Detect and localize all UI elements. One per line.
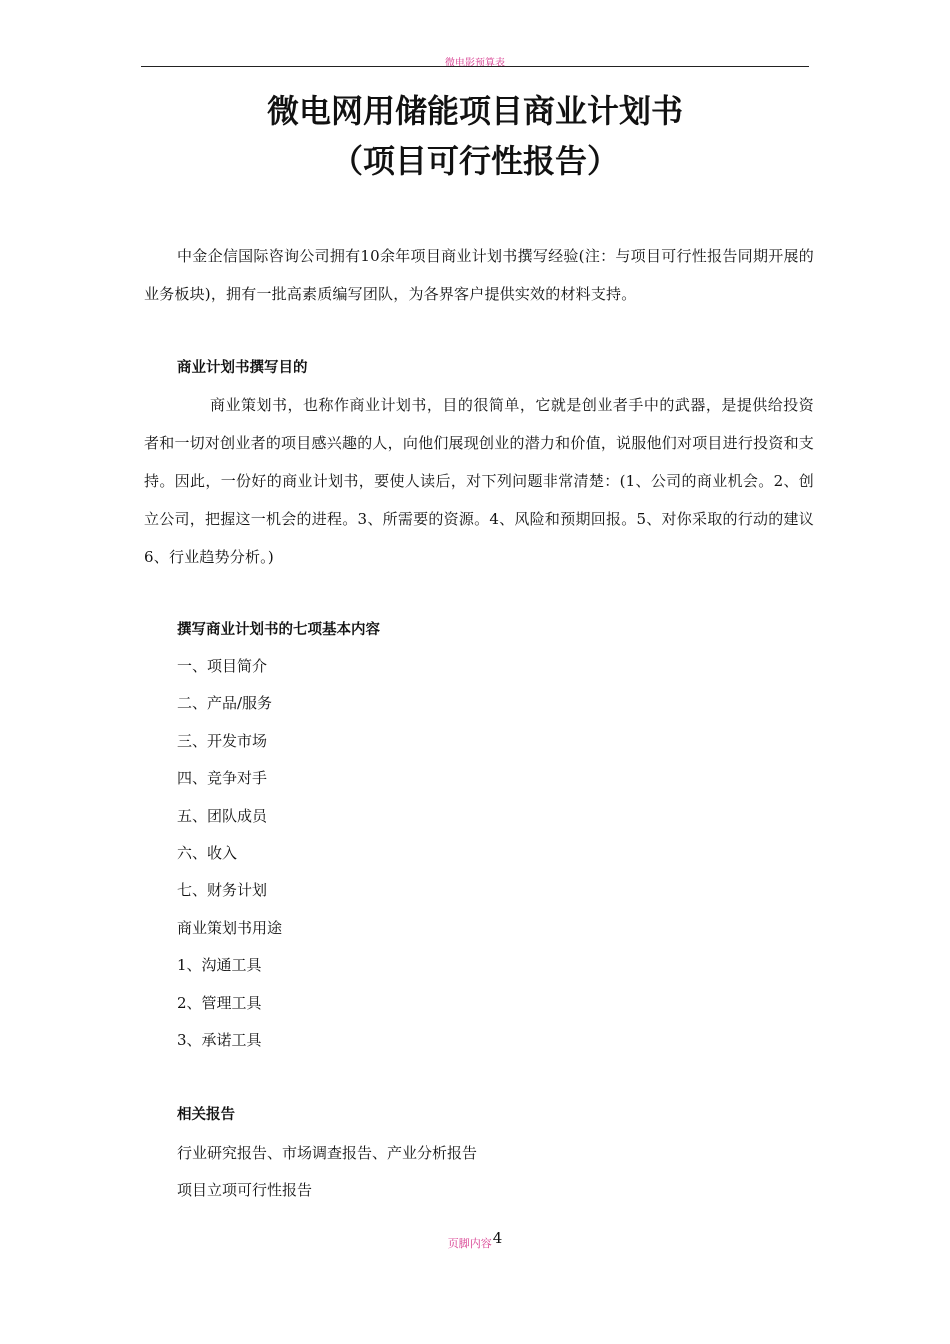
page-header-text: 微电影预算表	[445, 58, 505, 69]
list-item: 商业策划书用途	[177, 918, 283, 937]
document-title: 微电网用储能项目商业计划书	[266, 92, 683, 130]
list-item: 行业研究报告、市场调查报告、产业分析报告	[177, 1144, 478, 1162]
intro-paragraph: 中金企信国际咨询公司拥有10余年项目商业计划书撰写经验(注：与项目可行性报告同期开展的业务板块)，拥有一批高素质编写团队，为各界客户提供实效的材料支持。	[144, 247, 814, 303]
list-item: 七、财务计划	[177, 881, 268, 900]
document-subtitle: （项目可行性报告）	[330, 142, 619, 180]
footer-label: 页脚内容	[447, 1237, 492, 1250]
list-item: 1、沟通工具	[177, 956, 262, 975]
list-item: 三、开发市场	[177, 731, 268, 750]
page-footer	[0, 1229, 950, 1254]
contents-heading: 撰写商业计划书的七项基本内容	[177, 622, 380, 638]
list-item: 六、收入	[177, 843, 238, 862]
related-list	[177, 1143, 477, 1218]
list-item: 3、承诺工具	[177, 1030, 262, 1049]
page-number: 4	[492, 1229, 503, 1247]
list-item: 一、项目简介	[177, 657, 268, 675]
related-heading: 相关报告	[177, 1107, 235, 1123]
list-item: 项目立项可行性报告	[177, 1181, 313, 1200]
list-item: 二、产品/服务	[177, 694, 273, 713]
header-rule	[141, 66, 809, 67]
list-item: 四、竞争对手	[177, 769, 268, 788]
list-item: 2、管理工具	[177, 993, 262, 1012]
contents-list	[177, 656, 282, 1067]
purpose-paragraph: 商业策划书，也称作商业计划书，目的很简单，它就是创业者手中的武器，是提供给投资者和一切对创业者的项目感兴趣的人，向他们展现创业的潜力和价值，说服他们对项目进行投资和支持。因此，一份好的商业计划书，要使人读后，对下列问题非常清楚：(1、公司的商业机会。2、创立公司，把握这一机会的进程。3、所需要的资源。4、风险和预期回报。5、对你采取的行动的建议6、行业趋势分析。)	[144, 396, 814, 566]
list-item: 五、团队成员	[177, 806, 268, 825]
purpose-heading: 商业计划书撰写目的	[177, 360, 308, 376]
